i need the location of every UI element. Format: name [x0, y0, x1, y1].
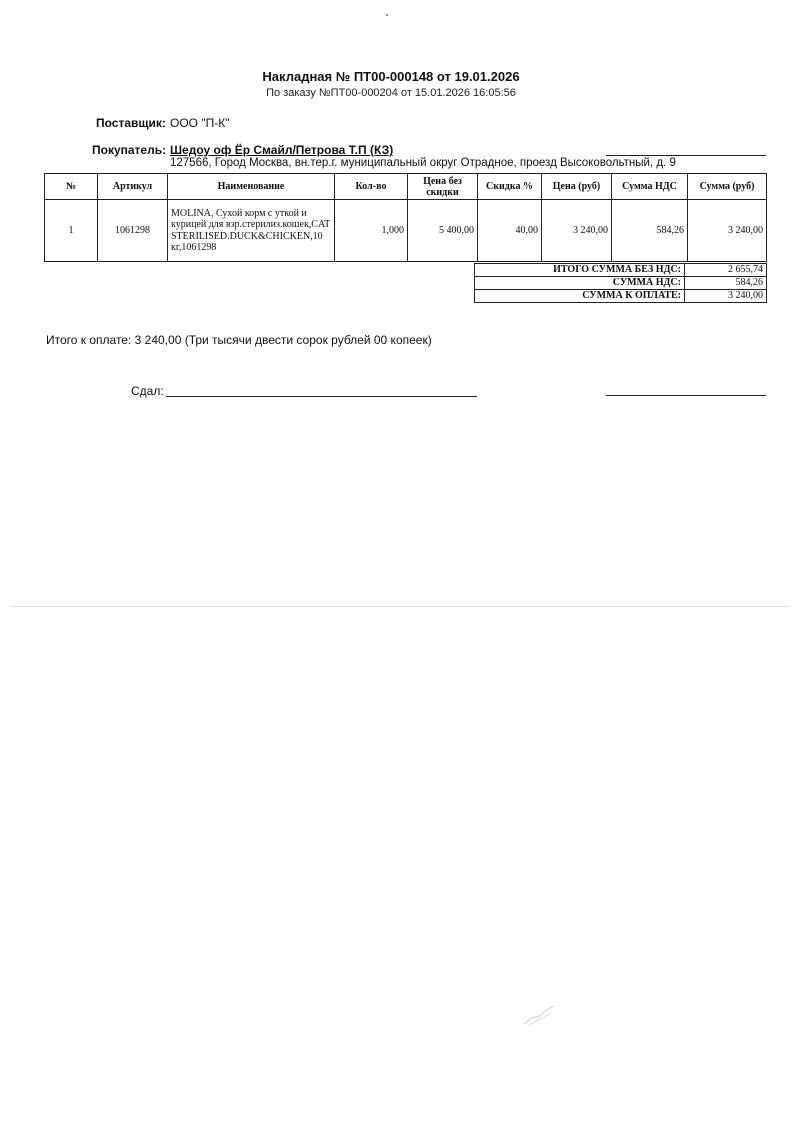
- header-discount: Скидка %: [478, 174, 542, 200]
- header-name: Наименование: [168, 174, 335, 200]
- buyer-label: Покупатель:: [92, 143, 167, 157]
- scan-line: [10, 606, 790, 607]
- signature-label: Сдал:: [131, 384, 164, 398]
- cell-discount: 40,00: [478, 200, 542, 262]
- cell-num: 1: [45, 200, 98, 262]
- payment-summary: Итого к оплате: 3 240,00 (Три тысячи двести сорок рублей 00 копеек): [46, 333, 432, 347]
- header-sum: Сумма (руб): [688, 174, 767, 200]
- total-to-pay-value: 3 240,00: [685, 290, 767, 303]
- signature-line-right: [606, 395, 766, 396]
- total-vat-label: СУММА НДС:: [475, 277, 685, 290]
- total-to-pay-label: СУММА К ОПЛАТЕ:: [475, 290, 685, 303]
- header-price-no-discount: Цена без скидки: [408, 174, 478, 200]
- cell-article: 1061298: [98, 200, 168, 262]
- buyer-underline: [606, 155, 766, 156]
- header-article: Артикул: [98, 174, 168, 200]
- items-table: [44, 173, 767, 262]
- header-price: Цена (руб): [542, 174, 612, 200]
- totals-row-vat: [475, 277, 767, 290]
- cell-name: MOLINA, Сухой корм с уткой и курицей для взр.стерилиз.кошек,CAT STERILISED.DUCK&CHICKEN,10 кг,1061298: [168, 200, 335, 262]
- signature-line-left: [166, 396, 477, 397]
- document-title: Накладная № ПТ00-000148 от 19.01.2026: [262, 69, 520, 84]
- table-row: [45, 200, 767, 262]
- scan-smudge: [520, 1000, 560, 1028]
- cell-vat: 584,26: [612, 200, 688, 262]
- total-without-vat-label: ИТОГО СУММА БЕЗ НДС:: [475, 264, 685, 277]
- totals-row-without-vat: [475, 264, 767, 277]
- buyer-address: 127566, Город Москва, вн.тер.г. муниципальный округ Отрадное, проезд Высоковольтный, д. 9: [170, 157, 676, 169]
- buyer-name: Шедоу оф Ёр Смайл/Петрова Т.П (КЗ): [170, 143, 394, 157]
- scan-speck: [386, 14, 388, 16]
- total-vat-value: 584,26: [685, 277, 767, 290]
- document-subtitle: По заказу №ПТ00-000204 от 15.01.2026 16:05:56: [266, 87, 516, 99]
- cell-sum: 3 240,00: [688, 200, 767, 262]
- cell-price: 3 240,00: [542, 200, 612, 262]
- supplier-label: Поставщик:: [96, 116, 166, 130]
- totals-table: [474, 263, 767, 303]
- supplier-value: ООО "П-К": [170, 116, 230, 130]
- header-num: №: [45, 174, 98, 200]
- totals-row-to-pay: [475, 290, 767, 303]
- header-qty: Кол-во: [335, 174, 408, 200]
- cell-qty: 1,000: [335, 200, 408, 262]
- header-vat: Сумма НДС: [612, 174, 688, 200]
- total-without-vat-value: 2 655,74: [685, 264, 767, 277]
- table-header-row: [45, 174, 767, 200]
- cell-price-no-discount: 5 400,00: [408, 200, 478, 262]
